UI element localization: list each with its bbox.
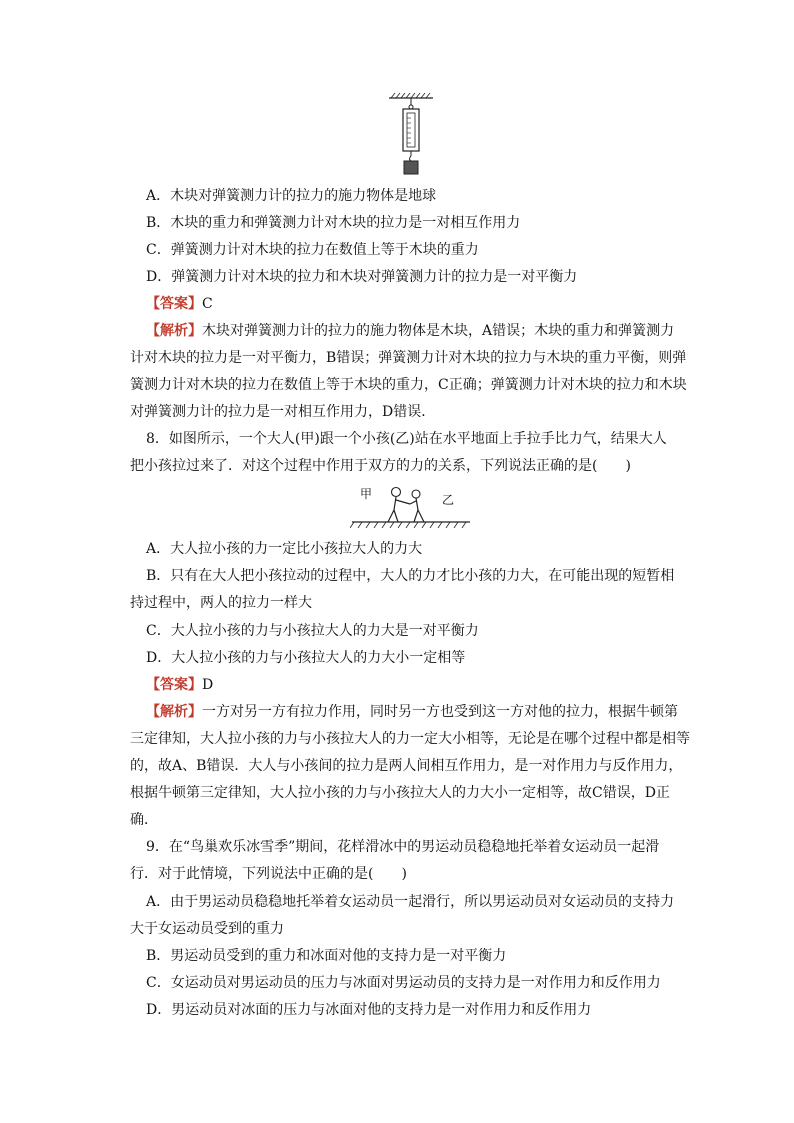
- label-yi: 乙: [442, 493, 455, 507]
- q7-analysis-line: [146, 322, 675, 340]
- q8-analysis-line: [146, 703, 678, 721]
- q9-stem-line: 9．在“鸟巢欢乐冰雪季”期间，花样滑冰中的男运动员稳稳地托举着女运动员一起滑: [146, 839, 660, 855]
- answer-value: D: [202, 677, 214, 693]
- q8-option-c: C．大人拉小孩的力与小孩拉大人的力大是一对平衡力: [146, 623, 479, 639]
- q7-analysis-line: 簧测力计对木块的拉力在数值上等于木块的重力，C正确；弹簧测力计对木块的拉力和木块: [130, 377, 687, 393]
- q7-option-c: C．弹簧测力计对木块的拉力在数值上等于木块的重力: [146, 242, 479, 258]
- q7-analysis-line: 对弹簧测力计的拉力是一对相互作用力，D错误．: [130, 404, 436, 420]
- q8-analysis-line: 三定律知，大人拉小孩的力与小孩拉大人的力一定大小相等，无论是在哪个过程中都是相等: [130, 731, 690, 747]
- q7-option-b: B．木块的重力和弹簧测力计对木块的拉力是一对相互作用力: [146, 215, 521, 231]
- q8-stem-line: 把小孩拉过来了．对这个过程中作用于双方的力的关系，下列说法正确的是( ): [130, 458, 631, 474]
- answer-value: C: [202, 296, 213, 312]
- analysis-tag: 【解析】: [146, 323, 202, 339]
- q7-option-a: A．木块对弹簧测力计的拉力的施力物体是地球: [146, 188, 437, 204]
- q8-option-b-cont: 持过程中，两人的拉力一样大: [130, 595, 312, 611]
- q8-option-d: D．大人拉小孩的力与小孩拉大人的力大小一定相等: [146, 650, 466, 666]
- q9-stem-line: 行．对于此情境，下列说法中正确的是( ): [130, 866, 407, 882]
- answer-tag: 【答案】: [146, 296, 202, 312]
- label-jia: 甲: [360, 487, 373, 501]
- q7-answer: [146, 295, 666, 313]
- q8-analysis-line: 确．: [130, 812, 158, 828]
- q8-option-a: A．大人拉小孩的力一定比小孩拉大人的力大: [146, 541, 423, 557]
- analysis-text: 一方对另一方有拉力作用，同时另一方也受到这一方对他的拉力，根据牛顿第: [202, 704, 678, 720]
- q8-analysis-line: 根据牛顿第三定律知，大人拉小孩的力与小孩拉大人的力大小一定相等，故C错误，D正: [130, 785, 670, 801]
- q8-stem-line: 8．如图所示，一个大人(甲)跟一个小孩(乙)站在水平地面上手拉手比力气，结果大人: [146, 431, 667, 447]
- q9-option-a-cont: 大于女运动员受到的重力: [130, 921, 284, 937]
- q9-option-b: B．男运动员受到的重力和冰面对他的支持力是一对平衡力: [146, 948, 507, 964]
- q8-answer: [146, 676, 666, 694]
- analysis-text: 木块对弹簧测力计的拉力的施力物体是木块，A错误；木块的重力和弹簧测力: [202, 323, 675, 339]
- q9-option-a: A．由于男运动员稳稳地托举着女运动员一起滑行，所以男运动员对女运动员的支持力: [146, 894, 675, 910]
- q9-option-c: C．女运动员对男运动员的压力与冰面对男运动员的支持力是一对作用力和反作用力: [146, 975, 661, 991]
- q7-option-d: D．弹簧测力计对木块的拉力和木块对弹簧测力计的拉力是一对平衡力: [146, 269, 578, 285]
- q8-option-b: B．只有在大人把小孩拉动的过程中，大人的力才比小孩的力大，在可能出现的短暂相: [146, 568, 675, 584]
- tug-of-war-figure: [350, 482, 472, 532]
- spring-scale-figure: [386, 92, 436, 178]
- answer-tag: 【答案】: [146, 677, 202, 693]
- q7-analysis-line: 计对木块的拉力是一对平衡力，B错误；弹簧测力计对木块的拉力与木块的重力平衡，则弹: [130, 350, 687, 366]
- analysis-tag: 【解析】: [146, 704, 202, 720]
- q8-analysis-line: 的，故A、B错误．大人与小孩间的拉力是两人间相互作用力，是一对作用力与反作用力，: [130, 758, 683, 774]
- q9-option-d: D．男运动员对冰面的压力与冰面对他的支持力是一对作用力和反作用力: [146, 1002, 592, 1018]
